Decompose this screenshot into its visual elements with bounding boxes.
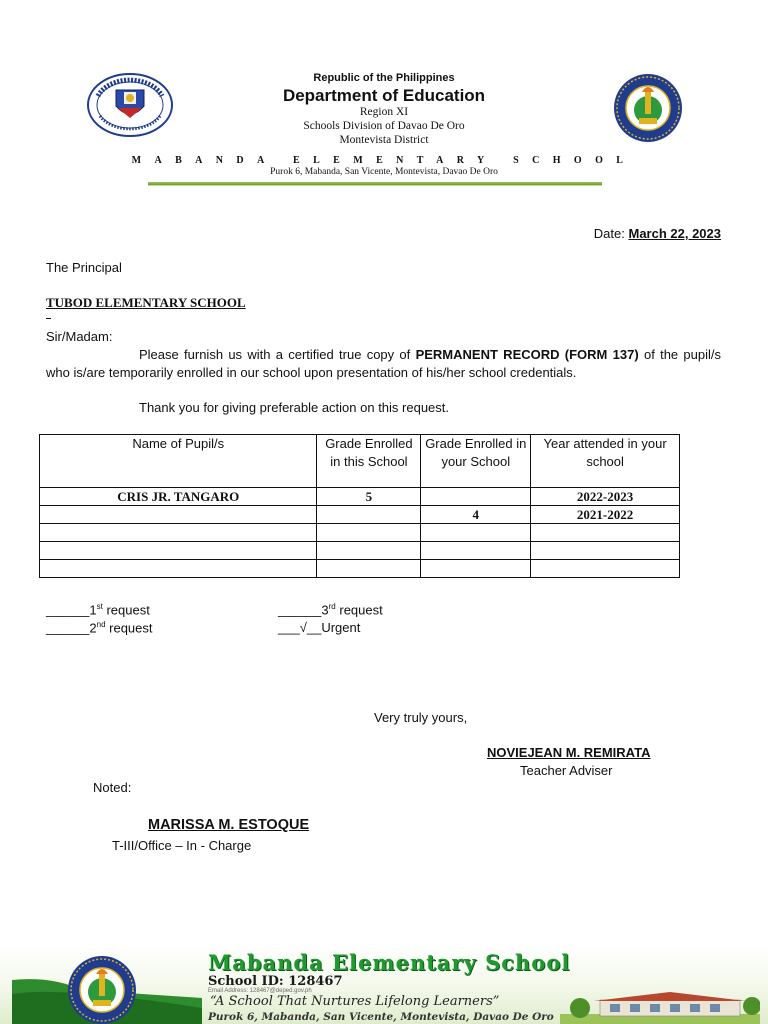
cell: [421, 488, 531, 506]
para-form-137: PERMANENT RECORD (FORM 137): [415, 347, 639, 362]
cell: [317, 542, 421, 560]
oic-title: T-III/Office – In - Charge: [112, 838, 252, 853]
header-divider: [148, 182, 602, 186]
first-sup: st: [96, 602, 103, 611]
urgent-check-mark: √: [299, 620, 307, 635]
para-before: Please furnish us with a certified true copy of: [139, 347, 416, 362]
cell: [40, 524, 317, 542]
header-grade-your: Grade Enrolled in your School: [421, 435, 531, 488]
school-seal-footer-icon: [12, 950, 202, 1024]
cell: 2022-2023: [531, 488, 680, 506]
oic-name: MARISSA M. ESTOQUE: [148, 817, 310, 833]
school-address-header: Purok 6, Mabanda, San Vicente, Montevista, Davao De Oro: [270, 167, 498, 177]
cell: [40, 506, 317, 524]
addressee: The Principal: [46, 260, 122, 275]
second-word: request: [105, 620, 153, 636]
cell: [317, 506, 421, 524]
district-line: Montevista District: [339, 134, 429, 146]
region-line: Region XI: [359, 106, 409, 118]
cell: [317, 524, 421, 542]
urgent-request: [278, 620, 360, 635]
third-sup: rd: [328, 602, 336, 611]
noted-label: Noted:: [93, 780, 132, 795]
cell: [531, 560, 680, 578]
closing-line: Very truly yours,: [374, 710, 468, 725]
adviser-name: NOVIEJEAN M. REMIRATA: [487, 745, 651, 760]
third-num: 3: [321, 602, 329, 618]
header-year: Year attended in your school: [531, 435, 680, 488]
second-blank: ______: [46, 620, 90, 636]
date-label: Date:: [593, 226, 625, 241]
urgent-prefix: ___: [278, 620, 300, 635]
table-row: [40, 488, 680, 506]
footer-motto: “A School That Nurtures Lifelong Learners”: [210, 994, 500, 1009]
date-value: March 22, 2023: [628, 226, 721, 241]
thanks-line: Thank you for giving preferable action on this request.: [139, 400, 450, 415]
second-sup: nd: [96, 620, 106, 629]
cell: CRIS JR. TANGARO: [40, 488, 317, 506]
school-name-header: MABANDA ELEMENTARY SCHOOL: [131, 155, 637, 166]
cell: [531, 524, 680, 542]
table-header-row: [40, 435, 680, 488]
second-request: [46, 620, 153, 635]
cell: 2021-2022: [531, 506, 680, 524]
cell: [421, 542, 531, 560]
footer-school-name: Mabanda Elementary School: [208, 950, 571, 975]
first-num: 1: [89, 602, 97, 618]
cell: 5: [317, 488, 421, 506]
third-request: [278, 602, 383, 617]
underline-mark: [46, 318, 51, 319]
header-grade-this: Grade Enrolled in this School: [317, 435, 421, 488]
cell: [40, 560, 317, 578]
cell: [421, 524, 531, 542]
first-word: request: [102, 602, 150, 618]
division-line: Schools Division of Davao De Oro: [303, 120, 465, 132]
table-row: [40, 560, 680, 578]
table-row: [40, 506, 680, 524]
republic-line: Republic of the Philippines: [313, 72, 455, 84]
footer-address: Purok 6, Mabanda, San Vicente, Montevista, Davao De Oro: [208, 1011, 554, 1023]
third-word: request: [335, 602, 383, 618]
department-title: Department of Education: [282, 86, 486, 105]
urgent-suffix: __: [306, 620, 322, 635]
pupil-table: [39, 434, 680, 578]
recipient-school: TUBOD ELEMENTARY SCHOOL: [46, 295, 246, 310]
first-blank: ______: [46, 602, 90, 618]
cell: 4: [421, 506, 531, 524]
first-request: [46, 602, 150, 617]
salutation: Sir/Madam:: [46, 329, 113, 344]
third-blank: ______: [278, 602, 322, 618]
request-paragraph: [46, 346, 721, 382]
cell: [40, 542, 317, 560]
second-num: 2: [89, 620, 97, 636]
adviser-title: Teacher Adviser: [520, 763, 613, 778]
header-name: Name of Pupil/s: [40, 435, 317, 488]
cell: [531, 542, 680, 560]
school-building-icon: [560, 992, 760, 1024]
table-row: [40, 524, 680, 542]
footer-school-id: School ID: 128467: [208, 974, 343, 989]
urgent-word: Urgent: [321, 620, 361, 635]
letter-date: [594, 226, 721, 241]
cell: [317, 560, 421, 578]
para-after: of the pupil/s who is/are temporarily enrolled in our school upon presentation of his/her school credentials.: [46, 347, 722, 380]
footer-banner: [0, 944, 768, 1024]
table-row: [40, 542, 680, 560]
cell: [421, 560, 531, 578]
footer-email: Email Address: 128467@deped.gov.ph: [208, 988, 312, 994]
